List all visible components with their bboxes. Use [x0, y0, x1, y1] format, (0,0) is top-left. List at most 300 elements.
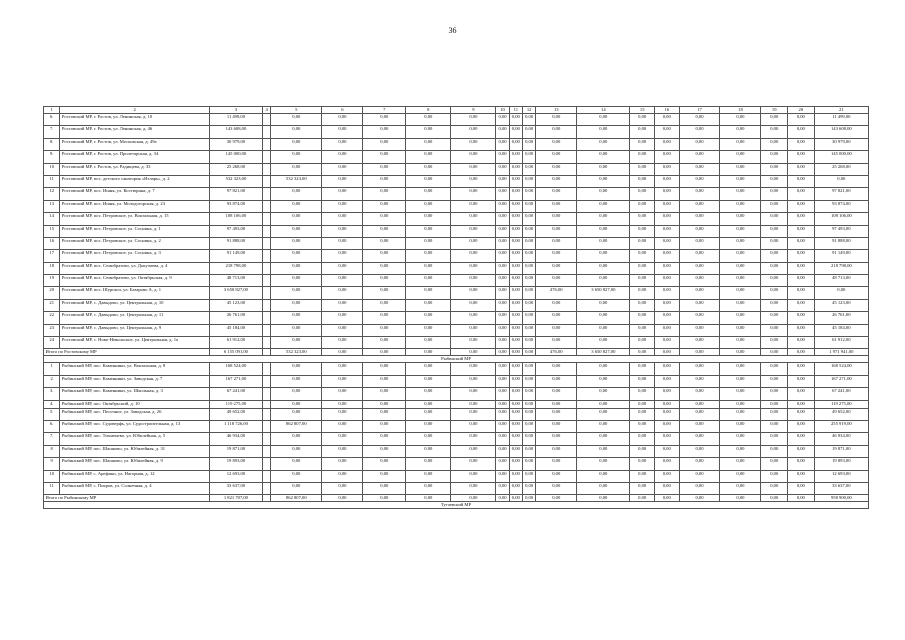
value-cell: 0,00 — [363, 375, 406, 387]
value-cell: 0,00 — [679, 188, 720, 200]
value-cell — [263, 287, 271, 299]
value-cell: 0,00 — [720, 188, 761, 200]
value-cell — [263, 151, 271, 163]
value-cell — [263, 275, 271, 287]
value-cell: 0,00 — [577, 375, 630, 387]
value-cell: 0,00 — [630, 200, 655, 212]
value-cell: 0,00 — [761, 482, 788, 494]
column-number: 2 — [60, 107, 209, 114]
value-cell: 0,00 — [536, 324, 577, 336]
value-cell: 0,00 — [788, 200, 815, 212]
total-value: 0,00 — [496, 495, 509, 502]
value-cell: 0,00 — [679, 175, 720, 187]
value-cell: 0,00 — [451, 482, 496, 494]
value-cell: 0,00 — [363, 388, 406, 400]
column-number: 20 — [788, 107, 815, 114]
value-cell: 0,00 — [536, 275, 577, 287]
value-cell: 23 — [44, 324, 60, 336]
value-cell: 0,00 — [496, 408, 509, 420]
table-row — [44, 262, 869, 274]
value-cell: 108 106,00 — [814, 213, 868, 225]
value-cell: 0,00 — [654, 420, 679, 432]
value-cell: 0,00 — [679, 470, 720, 482]
value-cell: 0,00 — [577, 262, 630, 274]
value-cell: 0,00 — [496, 250, 509, 262]
value-cell: 0,00 — [577, 408, 630, 420]
value-cell: 30 979,00 — [209, 138, 262, 150]
address-cell: Ростовский МР, пос. Петровское, ул. Соснина, д. 2 — [60, 237, 209, 249]
value-cell: 0,00 — [788, 299, 815, 311]
value-cell: 0,00 — [322, 482, 363, 494]
total-value: 0,00 — [761, 495, 788, 502]
value-cell: 33 637,00 — [814, 482, 868, 494]
value-cell: 0,00 — [536, 482, 577, 494]
value-cell: 0,00 — [788, 250, 815, 262]
value-cell: 26 761,00 — [814, 312, 868, 324]
address-cell: Рыбинский МР, пос. Каменники, ул. Вокзальная, д. 8 — [60, 363, 209, 375]
value-cell: 0,00 — [271, 458, 322, 470]
value-cell: 0,00 — [451, 363, 496, 375]
value-cell: 19 871,00 — [814, 445, 868, 457]
value-cell: 0,00 — [577, 299, 630, 311]
value-cell: 0,00 — [630, 445, 655, 457]
value-cell: 0,00 — [509, 400, 522, 408]
value-cell: 0,00 — [496, 213, 509, 225]
total-row — [44, 349, 869, 356]
value-cell: 0,00 — [509, 200, 522, 212]
value-cell: 0,00 — [522, 420, 535, 432]
value-cell: 0,00 — [788, 400, 815, 408]
value-cell: 0,00 — [363, 324, 406, 336]
column-number: 11 — [509, 107, 522, 114]
value-cell: 0,00 — [720, 138, 761, 150]
value-cell: 0,00 — [522, 324, 535, 336]
value-cell: 0,00 — [363, 287, 406, 299]
column-number-row — [44, 107, 869, 114]
table-row — [44, 470, 869, 482]
column-number: 10 — [496, 107, 509, 114]
value-cell: 17 — [44, 250, 60, 262]
value-cell: 0,00 — [720, 433, 761, 445]
value-cell: 0,00 — [363, 175, 406, 187]
value-cell: 0,00 — [509, 175, 522, 187]
value-cell: 0,00 — [577, 445, 630, 457]
value-cell: 0,00 — [536, 151, 577, 163]
value-cell: 25 268,00 — [814, 163, 868, 175]
value-cell: 0,00 — [322, 363, 363, 375]
value-cell: 0,00 — [509, 482, 522, 494]
value-cell: 46 934,00 — [814, 433, 868, 445]
value-cell: 0,00 — [496, 200, 509, 212]
total-value: 0,00 — [720, 495, 761, 502]
section-header — [44, 502, 869, 509]
value-cell: 9. — [44, 151, 60, 163]
value-cell: 0,00 — [451, 213, 496, 225]
value-cell: 0,00 — [496, 275, 509, 287]
value-cell: 0,00 — [761, 188, 788, 200]
value-cell: 0,00 — [720, 200, 761, 212]
value-cell: 0,00 — [522, 200, 535, 212]
value-cell: 0,00 — [271, 363, 322, 375]
value-cell: 0,00 — [630, 388, 655, 400]
value-cell: 0,00 — [720, 470, 761, 482]
value-cell: 67 241,00 — [814, 388, 868, 400]
value-cell: 0,00 — [630, 213, 655, 225]
total-value: 0,00 — [496, 349, 509, 356]
value-cell: 0,00 — [363, 138, 406, 150]
value-cell: 0,00 — [577, 237, 630, 249]
total-value: 0,00 — [788, 349, 815, 356]
value-cell: 48 713,00 — [814, 275, 868, 287]
table-row — [44, 151, 869, 163]
value-cell: 0,00 — [522, 126, 535, 138]
value-cell: 0,00 — [761, 420, 788, 432]
value-cell: 0,00 — [536, 337, 577, 349]
value-cell: 0,00 — [788, 225, 815, 237]
value-cell: 0,00 — [271, 151, 322, 163]
value-cell: 0,00 — [654, 225, 679, 237]
value-cell: 0,00 — [761, 408, 788, 420]
table-row — [44, 188, 869, 200]
value-cell: 0,00 — [363, 213, 406, 225]
value-cell: 0,00 — [522, 408, 535, 420]
value-cell: 0,00 — [788, 375, 815, 387]
value-cell: 0,00 — [451, 175, 496, 187]
total-value: 6 155 091,00 — [209, 349, 262, 356]
value-cell: 0,00 — [451, 299, 496, 311]
value-cell: 0,00 — [509, 262, 522, 274]
value-cell: 0,00 — [654, 151, 679, 163]
value-cell: 0,00 — [577, 400, 630, 408]
value-cell: 0,00 — [654, 250, 679, 262]
value-cell: 11 499,00 — [209, 114, 262, 126]
value-cell: 0,00 — [788, 388, 815, 400]
value-cell: 0,00 — [788, 312, 815, 324]
value-cell: 0,00 — [406, 337, 451, 349]
total-value: 0,00 — [679, 495, 720, 502]
value-cell: 0,00 — [577, 138, 630, 150]
value-cell: 0,00 — [406, 287, 451, 299]
value-cell: 0,00 — [654, 458, 679, 470]
value-cell: 0,00 — [654, 445, 679, 457]
value-cell: 0,00 — [496, 363, 509, 375]
total-value: 0,00 — [720, 349, 761, 356]
value-cell: 0,00 — [788, 408, 815, 420]
value-cell: 0,00 — [761, 151, 788, 163]
value-cell: 0,00 — [271, 287, 322, 299]
value-cell — [263, 312, 271, 324]
value-cell: 0,00 — [363, 126, 406, 138]
value-cell: 0,00 — [522, 237, 535, 249]
value-cell — [263, 213, 271, 225]
value-cell: 0,00 — [654, 299, 679, 311]
value-cell: 0,00 — [509, 287, 522, 299]
value-cell: 0,00 — [509, 470, 522, 482]
value-cell: 0,00 — [536, 237, 577, 249]
value-cell: 0,00 — [536, 420, 577, 432]
address-cell: Ростовский МР, с. Давыдово, ул. Центральная, д. 10 — [60, 299, 209, 311]
address-cell: Ростовский МР, пос. Ишня, ул. Костюрина, д. 7 — [60, 188, 209, 200]
value-cell: 0,00 — [630, 262, 655, 274]
value-cell: 0,00 — [496, 400, 509, 408]
value-cell: 0,00 — [406, 299, 451, 311]
value-cell: 0,00 — [522, 299, 535, 311]
value-cell: 0,00 — [451, 163, 496, 175]
value-cell: 0,00 — [363, 250, 406, 262]
value-cell: 0,00 — [451, 388, 496, 400]
value-cell: 0,00 — [577, 433, 630, 445]
value-cell: 0,00 — [720, 275, 761, 287]
value-cell: 143 608,00 — [209, 126, 262, 138]
address-cell: Ростовский МР, пос. Шурскол, ул. Базарово А, д. 1 — [60, 287, 209, 299]
value-cell: 0,00 — [271, 388, 322, 400]
column-number: 12 — [522, 107, 535, 114]
value-cell: 1 — [44, 363, 60, 375]
value-cell: 0,00 — [654, 470, 679, 482]
table-row — [44, 138, 869, 150]
value-cell: 0,00 — [630, 408, 655, 420]
value-cell: 91 149,00 — [814, 250, 868, 262]
value-cell: 0,00 — [630, 299, 655, 311]
table-row — [44, 445, 869, 457]
value-cell: 0,00 — [761, 250, 788, 262]
address-cell: Рыбинский МР, пос. Песочное, ул. Заводская, д. 26 — [60, 408, 209, 420]
value-cell — [263, 337, 271, 349]
value-cell: 167 271,00 — [209, 375, 262, 387]
value-cell: 0,00 — [522, 188, 535, 200]
value-cell: 0,00 — [496, 262, 509, 274]
value-cell: 0,00 — [406, 388, 451, 400]
value-cell — [263, 400, 271, 408]
value-cell: 0,00 — [788, 482, 815, 494]
value-cell: 0,00 — [536, 188, 577, 200]
value-cell: 0,00 — [451, 375, 496, 387]
value-cell: 0,00 — [496, 163, 509, 175]
table-row — [44, 126, 869, 138]
table-row — [44, 482, 869, 494]
value-cell: 0,00 — [630, 324, 655, 336]
value-cell: 0,00 — [720, 408, 761, 420]
value-cell: 0,00 — [679, 337, 720, 349]
value-cell: 0,00 — [536, 250, 577, 262]
value-cell: 0,00 — [271, 337, 322, 349]
address-cell: Ростовский МР, г. Ростов, ул. Ленинская, д. 10 — [60, 114, 209, 126]
address-cell: Рыбинский МР, пос. Октябрьский, д. 10 — [60, 400, 209, 408]
value-cell: 0,00 — [720, 237, 761, 249]
value-cell: 168 524,00 — [814, 363, 868, 375]
value-cell: 10 — [44, 163, 60, 175]
value-cell: 93 874,00 — [209, 200, 262, 212]
value-cell: 48 713,00 — [209, 275, 262, 287]
value-cell — [263, 188, 271, 200]
value-cell: 0,00 — [451, 458, 496, 470]
value-cell — [263, 375, 271, 387]
value-cell: 93 874,00 — [814, 200, 868, 212]
table-row — [44, 299, 869, 311]
value-cell: 0,00 — [363, 225, 406, 237]
value-cell: 0,00 — [451, 324, 496, 336]
value-cell: 0,00 — [406, 275, 451, 287]
value-cell: 0,00 — [406, 114, 451, 126]
value-cell: 0,00 — [788, 337, 815, 349]
value-cell: 19 893,00 — [209, 458, 262, 470]
total-value: 532 323,00 — [271, 349, 322, 356]
value-cell: 14 — [44, 213, 60, 225]
value-cell: 0,00 — [679, 420, 720, 432]
value-cell: 12 — [44, 188, 60, 200]
value-cell: 0,00 — [496, 445, 509, 457]
value-cell: 0,00 — [406, 420, 451, 432]
value-cell: 45 123,00 — [814, 299, 868, 311]
value-cell: 0,00 — [761, 200, 788, 212]
value-cell: 0,00 — [451, 151, 496, 163]
total-value: 0,00 — [406, 349, 451, 356]
value-cell: 0,00 — [271, 126, 322, 138]
value-cell: 0,00 — [496, 458, 509, 470]
total-value: 0,00 — [451, 349, 496, 356]
value-cell: 25 268,00 — [209, 163, 262, 175]
value-cell: 0,00 — [522, 287, 535, 299]
value-cell: 0,00 — [720, 225, 761, 237]
value-cell: 0,00 — [761, 262, 788, 274]
value-cell: 0,00 — [679, 262, 720, 274]
value-cell: 0,00 — [679, 275, 720, 287]
value-cell: 0,00 — [654, 188, 679, 200]
value-cell: 0,00 — [577, 151, 630, 163]
value-cell — [263, 200, 271, 212]
value-cell: 0,00 — [720, 324, 761, 336]
value-cell: 0,00 — [814, 287, 868, 299]
table-row — [44, 388, 869, 400]
value-cell: 0,00 — [761, 433, 788, 445]
value-cell: 11 499,00 — [814, 114, 868, 126]
value-cell: 0,00 — [451, 408, 496, 420]
value-cell: 0,00 — [654, 324, 679, 336]
value-cell — [263, 324, 271, 336]
value-cell: 0,00 — [522, 445, 535, 457]
value-cell: 0,00 — [363, 299, 406, 311]
value-cell: 0,00 — [761, 163, 788, 175]
value-cell: 0,00 — [322, 470, 363, 482]
value-cell: 0,00 — [654, 138, 679, 150]
value-cell: 0,00 — [271, 400, 322, 408]
column-number: 9 — [451, 107, 496, 114]
address-cell: Ростовский МР, г. Ростов, ул. Ленинская, д. 46 — [60, 126, 209, 138]
value-cell: 0,00 — [788, 287, 815, 299]
value-cell: 12 693,00 — [209, 470, 262, 482]
value-cell: 532 323,00 — [271, 175, 322, 187]
column-number: 21 — [814, 107, 868, 114]
value-cell: 0,00 — [630, 188, 655, 200]
table-row — [44, 458, 869, 470]
column-number: 4 — [263, 107, 271, 114]
value-cell: 0,00 — [496, 482, 509, 494]
value-cell: 0,00 — [509, 433, 522, 445]
value-cell: 0,00 — [522, 470, 535, 482]
value-cell: 0,00 — [720, 163, 761, 175]
value-cell: 0,00 — [522, 163, 535, 175]
total-value — [263, 349, 271, 356]
value-cell: 0,00 — [451, 433, 496, 445]
value-cell: 0,00 — [322, 213, 363, 225]
value-cell: 0,00 — [654, 237, 679, 249]
value-cell: 0,00 — [577, 312, 630, 324]
value-cell: 13 — [44, 200, 60, 212]
table-row — [44, 408, 869, 420]
value-cell: 0,00 — [679, 237, 720, 249]
value-cell — [263, 250, 271, 262]
table-row — [44, 287, 869, 299]
value-cell: 19 — [44, 275, 60, 287]
table-row — [44, 433, 869, 445]
value-cell: 0,00 — [761, 312, 788, 324]
value-cell: 0,00 — [509, 163, 522, 175]
total-value: 0,00 — [363, 349, 406, 356]
value-cell: 0,00 — [654, 388, 679, 400]
column-number: 16 — [654, 107, 679, 114]
value-cell: 0,00 — [720, 375, 761, 387]
value-cell — [263, 388, 271, 400]
value-cell: 0,00 — [322, 275, 363, 287]
value-cell: 0,00 — [496, 337, 509, 349]
column-number: 1 — [44, 107, 60, 114]
column-number: 15 — [630, 107, 655, 114]
table-row — [44, 275, 869, 287]
value-cell: 0,00 — [451, 400, 496, 408]
value-cell: 0,00 — [654, 213, 679, 225]
value-cell: 0,00 — [271, 200, 322, 212]
value-cell: 0,00 — [406, 237, 451, 249]
value-cell: 0,00 — [577, 175, 630, 187]
value-cell: 0,00 — [322, 175, 363, 187]
value-cell: 0,00 — [788, 275, 815, 287]
value-cell — [263, 458, 271, 470]
value-cell: 0,00 — [679, 200, 720, 212]
value-cell: 0,00 — [788, 126, 815, 138]
value-cell: 0,00 — [720, 420, 761, 432]
value-cell: 15 — [44, 225, 60, 237]
value-cell: 0,00 — [496, 375, 509, 387]
value-cell: 0,00 — [761, 363, 788, 375]
value-cell: 0,00 — [654, 200, 679, 212]
value-cell: 0,00 — [363, 200, 406, 212]
value-cell: 0,00 — [509, 337, 522, 349]
value-cell: 0,00 — [630, 225, 655, 237]
value-cell: 0,00 — [679, 363, 720, 375]
value-cell: 0,00 — [788, 237, 815, 249]
value-cell: 0,00 — [522, 275, 535, 287]
value-cell: 0,00 — [761, 337, 788, 349]
value-cell: 0,00 — [496, 420, 509, 432]
total-value: 0,00 — [577, 495, 630, 502]
value-cell: 0,00 — [322, 375, 363, 387]
value-cell: 0,00 — [536, 400, 577, 408]
value-cell — [263, 420, 271, 432]
value-cell: 0,00 — [761, 287, 788, 299]
value-cell: 97 493,00 — [814, 225, 868, 237]
value-cell: 0,00 — [630, 126, 655, 138]
value-cell: 0,00 — [322, 445, 363, 457]
value-cell: 0,00 — [577, 200, 630, 212]
value-cell — [263, 138, 271, 150]
value-cell: 18 — [44, 262, 60, 274]
value-cell: 0,00 — [406, 458, 451, 470]
total-value: 958 900,00 — [814, 495, 868, 502]
value-cell: 0,00 — [406, 363, 451, 375]
value-cell: 0,00 — [363, 337, 406, 349]
value-cell: 0,00 — [788, 420, 815, 432]
value-cell: 0,00 — [406, 324, 451, 336]
